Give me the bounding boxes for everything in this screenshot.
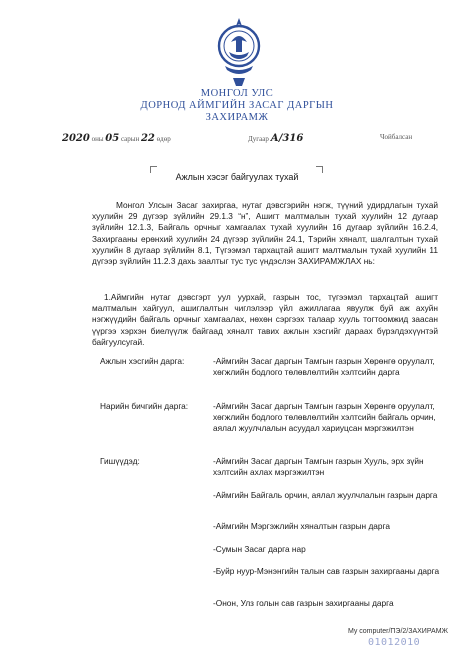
date-month: 05 <box>105 133 120 144</box>
member-item: -Сумын Засаг дарга нар <box>213 544 306 554</box>
secretary-text: -Аймгийн Засаг даргын Тамгын газрын Хөрөнгө оруулалт, хөгжлийн бодлого төлөвлөлтийн хэлтсийн байгаль орчин, аялал жуулчлалын асуудал хариуцсан мэргэжилтэн <box>213 401 436 434</box>
number-value: А/316 <box>270 133 304 144</box>
document-number: Дугаар А/316 <box>248 133 304 144</box>
org-country: МОНГОЛ УЛС <box>200 88 274 99</box>
decision-paragraph: 1.Аймгийн нутаг дэвсгэрт уул уурхай, газрын тос, түгээмэл тархацтай ашигт малтмалын хайгуул, ашиглалтын чиглэлээр үйл ажиллагаа явуулж буй аж ахуйн нэгжүүдийн байгаль орчныг хамгаалах, нөхөн сэргээх талаар хууль тогтоомжид заасан үүргээ хэрхэн биелүүлж байгаад хяналт тавих ажлын хэсгийг дараах бүрэлдэхүүнтэй байгуулсугай. <box>92 292 438 347</box>
city-name: Чойбалсан <box>380 133 413 141</box>
member-item: -Аймгийн Мэргэжлийн хяналтын газрын дарга <box>213 521 390 531</box>
org-name: ДОРНОД АЙМГИЙН ЗАСАГ ДАРГЫН <box>140 100 334 111</box>
secretary-label: Нарийн бичгийн дарга: <box>100 401 189 411</box>
document-title: Ажлын хэсэг байгуулах тухай <box>175 172 299 182</box>
member-item: -Аймгийн Байгаль орчин, аялал жуулчлалын газрын дарга <box>213 490 438 500</box>
file-path-note: My computer/ПЭ/2/ЗАХИРАМЖ <box>348 628 449 635</box>
document-type: ЗАХИРАМЖ <box>205 112 269 123</box>
member-item: -Буйр нуур-Мэнэнгийн талын сав газрын захиргааны дарга <box>213 566 440 576</box>
preamble-paragraph: Монгол Улсын Засаг захиргаа, нутаг дэвсгэрийн нэгж, түүний удирдлагын тухай хуулийн 29 дүгээр зүйлийн 29.1.3 “н”, Ашигт малтмалын тухай хуулийн 12 дугаар зүйлийн 12.1.3, Байгаль орчныг хамгаалах тухай хуулийн 16 дугаар зүйлийн 16.2.4, Захиргааны ерөнхий хуулийн 24 дүгээр зүйлийн 24.1, Тэрийн хяналт, шалгалтын тухай хуулийн 8 дугаар зүйлийн 8.1, Түгээмэл тархацтай ашигт малтмалын тухай хуулийн 11 дүгээр зүйлийн 11.2.3 дахь заалтыг тус тус үндэслэн ЗАХИРАМЖЛАХ нь: <box>92 200 438 267</box>
member-item: -Аймгийн Засаг даргын Тамгын газрын Хууль, эрх зүйн хэлтсийн ахлах мэргэжилтэн <box>213 456 424 478</box>
members-label: Гишүүдэд: <box>100 456 140 466</box>
state-emblem-icon <box>215 12 263 92</box>
date-day: 22 <box>140 133 155 144</box>
member-item: -Онон, Улз голын сав газрын захиргааны дарга <box>213 598 394 608</box>
date-line: 2020 оны 05 сарын 22 өдөр <box>62 133 171 144</box>
registration-stamp: 01012010 <box>368 637 421 648</box>
head-label: Ажлын хэсгийн дарга: <box>100 356 185 366</box>
head-text: -Аймгийн Засаг даргын Тамгын газрын Хөрөнгө оруулалт, хөгжлийн бодлого төлөвлөлтийн хэлтсийн дарга <box>213 356 435 378</box>
date-year: 2020 <box>62 133 90 144</box>
